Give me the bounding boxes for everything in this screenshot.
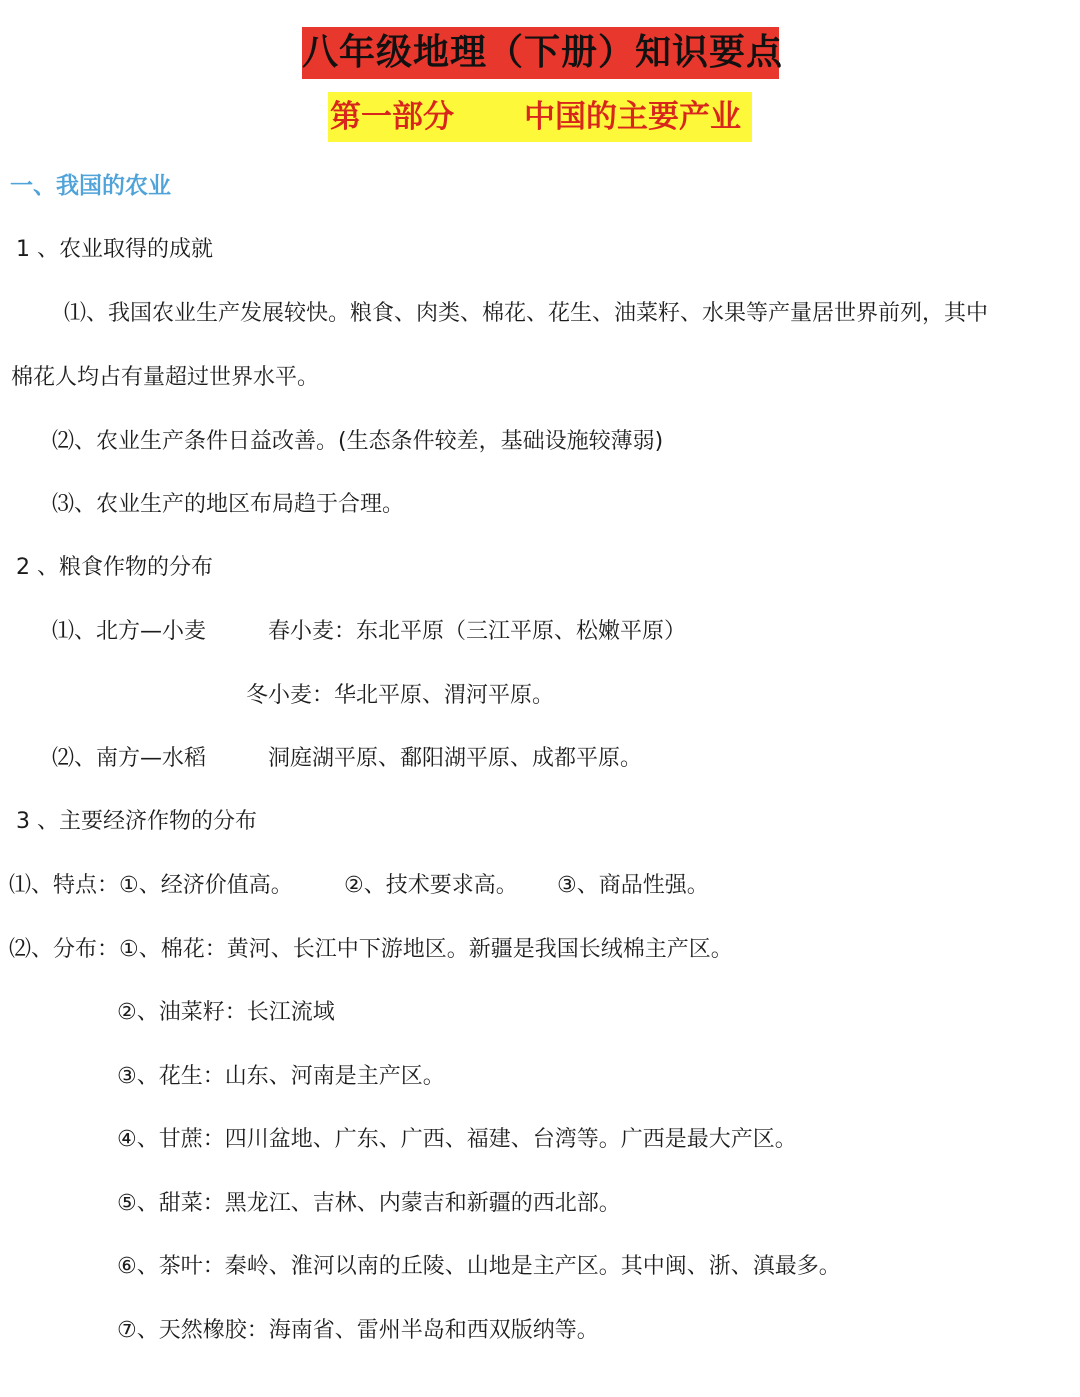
part-label: 第一部分 xyxy=(330,99,454,135)
list-item: ④、甘蔗：四川盆地、广东、广西、福建、台湾等。广西是最大产区。 xyxy=(117,1127,797,1152)
list-item: ②、油菜籽：长江流域 xyxy=(117,1000,335,1025)
paragraph-line: 春小麦：东北平原（三江平原、松嫩平原） xyxy=(268,619,687,644)
paragraph-line: ⑴、北方—小麦 xyxy=(52,619,207,644)
paragraph-line: ⑵、南方—水稻 xyxy=(52,746,207,771)
list-item: ⑥、茶叶：秦岭、淮河以南的丘陵、山地是主产区。其中闽、浙、滇最多。 xyxy=(117,1254,841,1279)
paragraph-line: ③、商品性强。 xyxy=(557,873,709,898)
item-heading-1: 1 、农业取得的成就 xyxy=(16,237,213,262)
paragraph-line: ⑴、特点：①、经济价值高。 xyxy=(9,873,293,898)
item-heading-3: 3 、主要经济作物的分布 xyxy=(16,809,257,834)
part-name: 中国的主要产业 xyxy=(524,99,741,135)
paragraph-line: ⑶、农业生产的地区布局趋于合理。 xyxy=(52,492,405,517)
paragraph-line: ⑵、分布：①、棉花：黄河、长江中下游地区。新疆是我国长绒棉主产区。 xyxy=(9,937,733,962)
paragraph-line: 洞庭湖平原、鄱阳湖平原、成都平原。 xyxy=(268,746,643,771)
document-title: 八年级地理（下册）知识要点 xyxy=(302,27,779,79)
list-item: ⑦、天然橡胶：海南省、雷州半岛和西双版纳等。 xyxy=(117,1318,599,1343)
paragraph-line: ②、技术要求高。 xyxy=(344,873,518,898)
list-item: ⑤、甜菜：黑龙江、吉林、内蒙吉和新疆的西北部。 xyxy=(117,1191,621,1216)
list-item: ③、花生：山东、河南是主产区。 xyxy=(117,1064,445,1089)
paragraph-line: ⑵、农业生产条件日益改善。(生态条件较差，基础设施较薄弱) xyxy=(52,429,664,454)
part-subtitle xyxy=(328,92,752,142)
paragraph-line: 冬小麦：华北平原、渭河平原。 xyxy=(246,683,555,708)
section-heading: 一、我国的农业 xyxy=(10,173,171,199)
paragraph-line: 棉花人均占有量超过世界水平。 xyxy=(11,365,320,390)
paragraph-line: ⑴、我国农业生产发展较快。粮食、肉类、棉花、花生、油菜籽、水果等产量居世界前列，其中 xyxy=(64,301,989,326)
item-heading-2: 2 、粮食作物的分布 xyxy=(16,555,213,580)
